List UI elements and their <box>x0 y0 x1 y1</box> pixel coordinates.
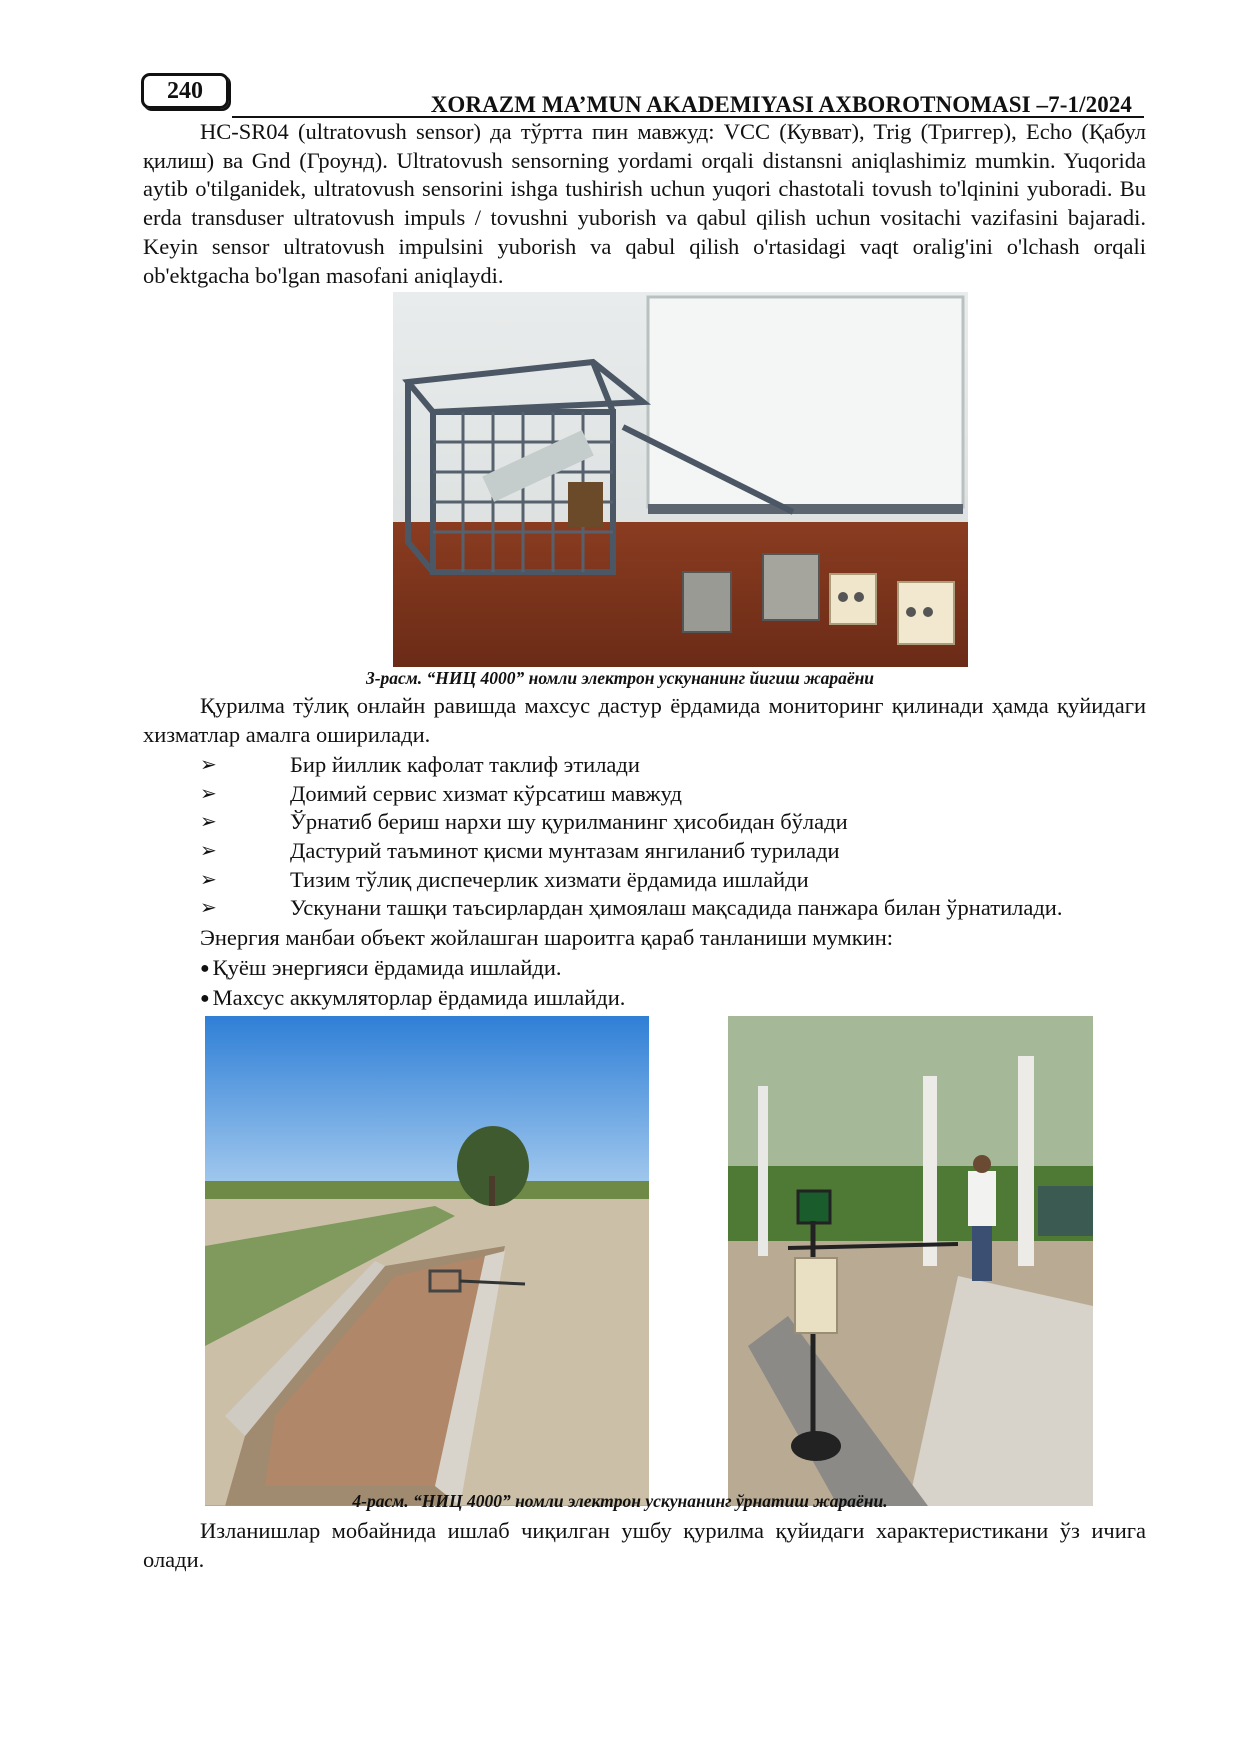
list-item: ● Махсус аккумляторлар ёрдамида ишлайди. <box>200 985 626 1010</box>
arrow-bullet-icon: ➢ <box>200 868 217 891</box>
energy-intro: Энергия манбаи объект жойлашган шароитга қараб танланиши мумкин: <box>200 925 894 950</box>
list-item: ➢ Бир йиллик кафолат таклиф этилади <box>143 751 1146 780</box>
list-item: ➢ Тизим тўлиқ диспечерлик хизмати ёрдамида ишлайди <box>143 866 1146 895</box>
paragraph-characteristics: Изланишлар мобайнида ишлаб чиқилган ушбу қурилма қуйидаги характеристикани ўз ичига олади. <box>143 1518 1146 1572</box>
bullet-dot-icon: ● <box>200 990 210 1007</box>
list-item: ● Қуёш энергияси ёрдамида ишлайди. <box>200 955 562 980</box>
list-item: ➢ Дастурий таъминот қисми мунтазам янгиланиб турилади <box>143 837 1146 866</box>
journal-header <box>232 88 1144 118</box>
list-item: ➢ Ўрнатиб бериш нархи шу қурилманинг ҳисобидан бўлади <box>143 808 1146 837</box>
arrow-bullet-icon: ➢ <box>200 897 217 920</box>
page-number-badge: 240 <box>141 73 229 109</box>
arrow-bullet-icon: ➢ <box>200 840 217 863</box>
arrow-bullet-icon: ➢ <box>200 782 217 805</box>
figure-3-photo <box>393 292 968 667</box>
arrow-bullet-icon: ➢ <box>200 811 217 834</box>
energy-list <box>200 953 625 1013</box>
journal-title: XORAZM MA’MUN AKADEMIYASI AXBOROTNOMASI –7-1/2024 <box>430 92 1132 117</box>
bullet-dot-icon: ● <box>200 960 210 977</box>
paragraph-text: HC-SR04 (ultratovush sensor) да тўртта пин мавжуд: VCC (Кувват), Trig (Триггер), Echo (Қабул қилиш) ва Gnd (Гроунд). Ultratovush sensorning yordami orqali distansni aniqlashimiz mumkin. Yuqorida aytib o'tilganidek, ultratovush sensorini ishga tushirish uchun yuqori chastotali tovush to'lqinini yuboradi. Bu erda transduser ultratovush impuls / tovushni yuborish va qabul qilish uchun vositachi vazifasini bajaradi. Keyin sensor ultratovush impulsini yuborish va qabul qilish o'rtasidagi vaqt oralig'ini o'lchash orqali ob'ektgacha bo'lgan masofani aniqlaydi. <box>143 119 1146 288</box>
figure-3-caption: 3-расм. “НИЦ 4000” номли электрон ускунанинг йигиш жараёни <box>365 668 875 688</box>
figure-4-device-photo <box>728 1016 1093 1506</box>
services-list <box>143 751 1146 923</box>
list-item: ➢ Ускунани ташқи таъсирлардан ҳимоялаш мақсадида панжара билан ўрнатилади. <box>143 894 1146 923</box>
figure-4-caption: 4-расм. “НИЦ 4000” номли электрон ускунанинг ўрнатиш жараёни. <box>352 1491 888 1511</box>
arrow-bullet-icon: ➢ <box>200 754 217 776</box>
paragraph-sensor-description <box>143 118 1146 290</box>
list-item: ➢ Доимий сервис хизмат кўрсатиш мавжуд <box>143 780 1146 809</box>
paragraph-services: Қурилма тўлиқ онлайн равишда махсус дастур ёрдамида мониторинг қилинади ҳамда қуйидаги хизматлар амалга оширилади. <box>143 693 1146 747</box>
figure-4-canal-photo <box>205 1016 649 1506</box>
